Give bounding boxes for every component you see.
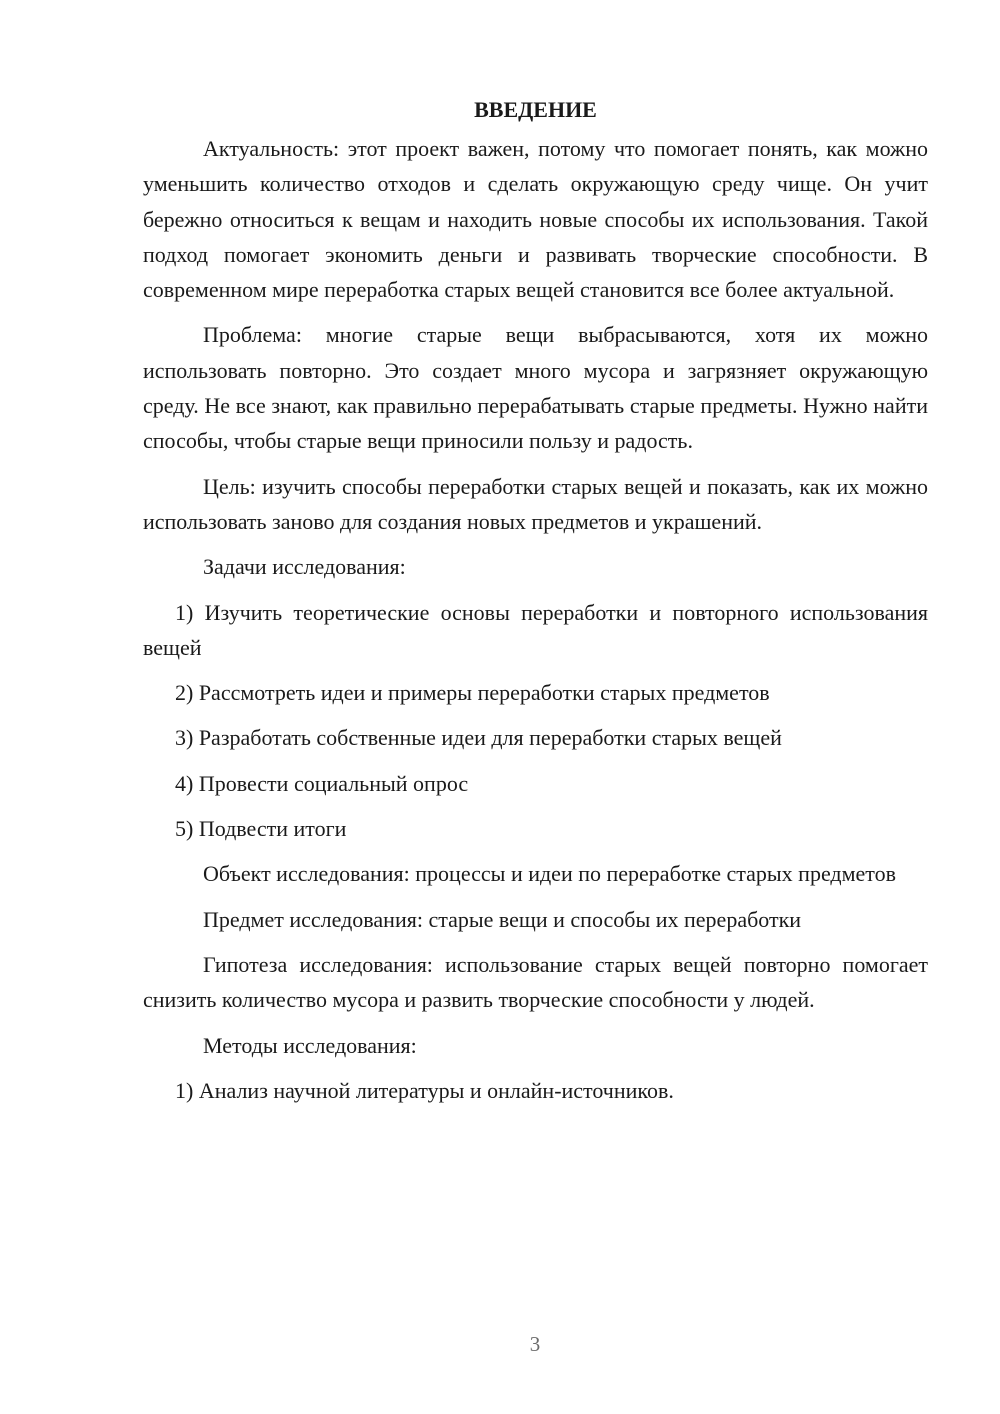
methods-heading: Методы исследования:	[203, 1032, 417, 1058]
task-item: 4) Провести социальный опрос	[175, 770, 469, 796]
document-page	[143, 92, 928, 1118]
task-item: 1) Изучить теоретические основы переработки и повторного использования вещей	[143, 599, 928, 660]
paragraph-hypothesis: Гипотеза исследования: использование старых вещей повторно помогает снизить количество мусора и развить творческие способности у людей.	[143, 951, 928, 1013]
page-number: 3	[529, 1332, 541, 1356]
task-item: 3) Разработать собственные идеи для переработки старых вещей	[175, 725, 782, 751]
tasks-heading: Задачи исследования:	[203, 554, 406, 580]
paragraph-goal: Цель: изучить способы переработки старых вещей и показать, как их можно использовать заново для создания новых предметов и украшений.	[143, 473, 928, 534]
paragraph-subject: Предмет исследования: старые вещи и способы их переработки	[203, 906, 802, 932]
task-item: 5) Подвести итоги	[175, 816, 347, 842]
method-item: 1) Анализ научной литературы и онлайн-источников.	[175, 1077, 674, 1103]
section-title: ВВЕДЕНИЕ	[474, 97, 597, 122]
paragraph-object: Объект исследования: процессы и идеи по переработке старых предметов	[203, 861, 897, 887]
paragraph-problem: Проблема: многие старые вещи выбрасываются, хотя их можно использовать повторно. Это создает много мусора и загрязняет окружающую среду. Не все знают, как правильно перерабатывать старые предметы. Нужно найти способы, чтобы старые вещи приносили пользу и радость.	[143, 322, 928, 454]
task-item: 2) Рассмотреть идеи и примеры переработки старых предметов	[175, 680, 770, 706]
paragraph-relevance: Актуальность: этот проект важен, потому что помогает понять, как можно уменьшить количество отходов и сделать окружающую среду чище. Он учит бережно относиться к вещам и находить новые способы их использования. Такой подход помогает экономить деньги и развивать творческие способности. В современном мире переработка старых вещей становится все более актуальной.	[143, 136, 928, 303]
